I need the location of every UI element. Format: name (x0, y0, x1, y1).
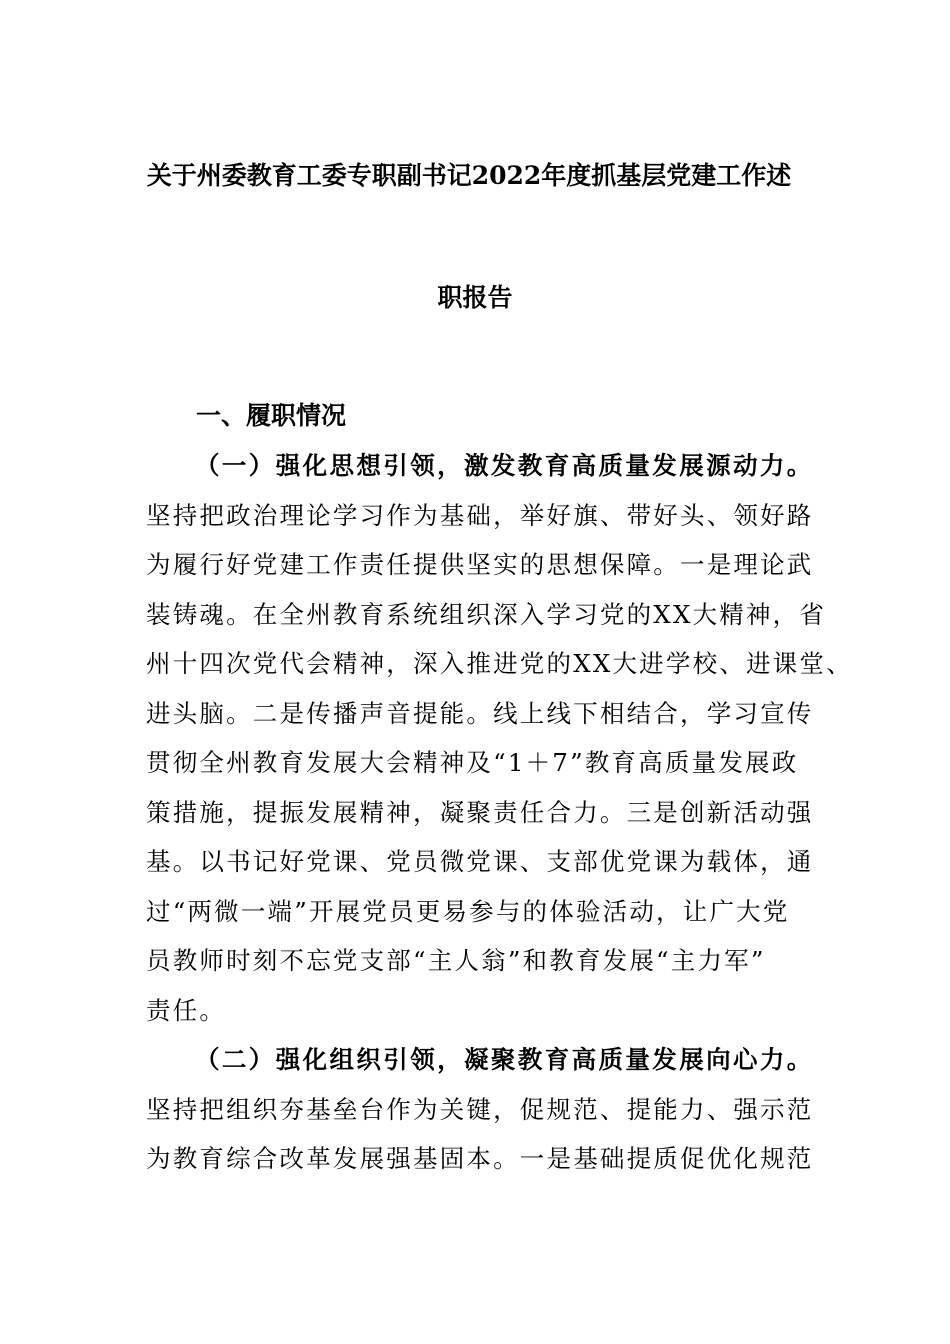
document-title-line-1: 关于州委教育工委专职副书记2022年度抓基层党建工作述 (146, 161, 792, 190)
section-heading-duty-performance: 一、履职情况 (196, 401, 347, 430)
paragraph-line: 为教育综合改革发展强基固本。一是基础提质促优化规范 (146, 1144, 814, 1173)
part-two-block (146, 1035, 836, 1184)
paragraph-line: 装铸魂。在全州教育系统组织深入学习党的XX大精神，省 (146, 599, 827, 629)
paragraph-line: 员教师时刻不忘党支部“主人翁”和教育发展“主力军” (146, 946, 766, 975)
paragraph-line: 坚持把政治理论学习作为基础，举好旗、带好头、领好路 (146, 500, 814, 530)
paragraph-line: 责任。 (146, 995, 227, 1025)
paragraph-line: 坚持把组织夯基垒台作为关键，促规范、提能力、强示范 (146, 1094, 814, 1124)
paragraph-line: 过“两微一端”开展党员更易参与的体验活动，让广大党 (146, 896, 790, 926)
paragraph-line: 为履行好党建工作责任提供坚实的思想保障。一是理论武 (146, 550, 814, 579)
document-title-line-2: 职报告 (437, 283, 513, 312)
part-two-heading: （二）强化组织引领，凝聚教育高质量发展向心力。 (195, 1045, 814, 1074)
part-one-block (146, 441, 853, 1035)
paragraph-line: 基。以书记好党课、党员微党课、支部优党课为载体，通 (146, 847, 814, 876)
paragraph-line: 贯彻全州教育发展大会精神及“1＋7”教育高质量发展政 (146, 748, 799, 777)
paragraph-line: 州十四次党代会精神，深入推进党的XX大进学校、进课堂、 (146, 649, 853, 678)
paragraph-line: 策措施，提振发展精神，凝聚责任合力。三是创新活动强 (146, 797, 814, 827)
paragraph-line: 进头脑。二是传播声音提能。线上线下相结合，学习宣传 (146, 698, 814, 728)
part-one-heading: （一）强化思想引领，激发教育高质量发展源动力。 (195, 451, 814, 480)
